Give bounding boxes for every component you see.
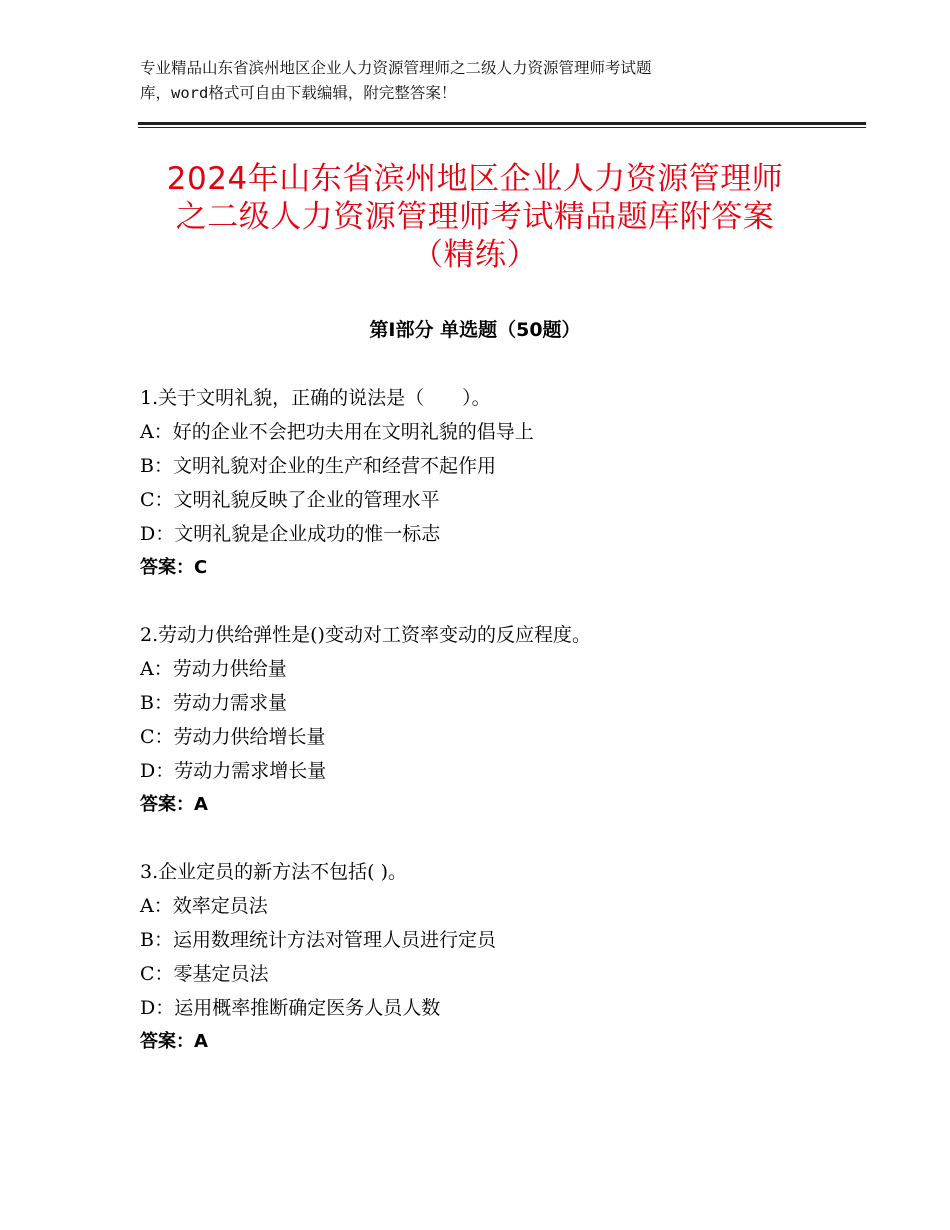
question-3 — [140, 855, 860, 1059]
question-stem: 3.企业定员的新方法不包括( )。 — [140, 861, 407, 883]
answer: 答案：A — [140, 794, 208, 815]
header-note — [140, 56, 780, 106]
option-d: D：文明礼貌是企业成功的惟一标志 — [140, 523, 441, 545]
question-1 — [140, 381, 860, 585]
answer: 答案：C — [140, 557, 208, 578]
header-note-line-1: 专业精品山东省滨州地区企业人力资源管理师之二级人力资源管理师考试题 — [140, 59, 652, 77]
option-c: C：零基定员法 — [140, 963, 269, 985]
answer: 答案：A — [140, 1031, 208, 1052]
option-b: B：劳动力需求量 — [140, 692, 287, 714]
title-line-2: 之二级人力资源管理师考试精品题库附答案 — [175, 199, 775, 235]
header-note-line-2: 库，word格式可自由下载编辑，附完整答案！ — [140, 84, 457, 102]
option-c: C：劳动力供给增长量 — [140, 726, 326, 748]
header-divider-thin — [138, 127, 866, 128]
option-a: A：好的企业不会把功夫用在文明礼貌的倡导上 — [140, 421, 534, 443]
document-title — [100, 160, 850, 274]
title-line-1: 2024年山东省滨州地区企业人力资源管理师 — [166, 161, 784, 197]
option-a: A：效率定员法 — [140, 895, 268, 917]
question-stem: 2.劳动力供给弹性是()变动对工资率变动的反应程度。 — [140, 624, 591, 646]
option-d: D：劳动力需求增长量 — [140, 760, 327, 782]
title-line-3: （精练） — [412, 237, 538, 273]
header-divider-thick — [138, 122, 866, 125]
option-d: D：运用概率推断确定医务人员人数 — [140, 997, 441, 1019]
option-b: B：文明礼貌对企业的生产和经营不起作用 — [140, 455, 496, 477]
question-stem: 1.关于文明礼貌，正确的说法是（ ）。 — [140, 387, 491, 409]
option-b: B：运用数理统计方法对管理人员进行定员 — [140, 929, 496, 951]
question-list — [140, 381, 860, 1092]
question-2 — [140, 618, 860, 822]
option-a: A：劳动力供给量 — [140, 658, 287, 680]
option-c: C：文明礼貌反映了企业的管理水平 — [140, 489, 440, 511]
section-heading: 第Ⅰ部分 单选题（50题） — [369, 319, 581, 341]
